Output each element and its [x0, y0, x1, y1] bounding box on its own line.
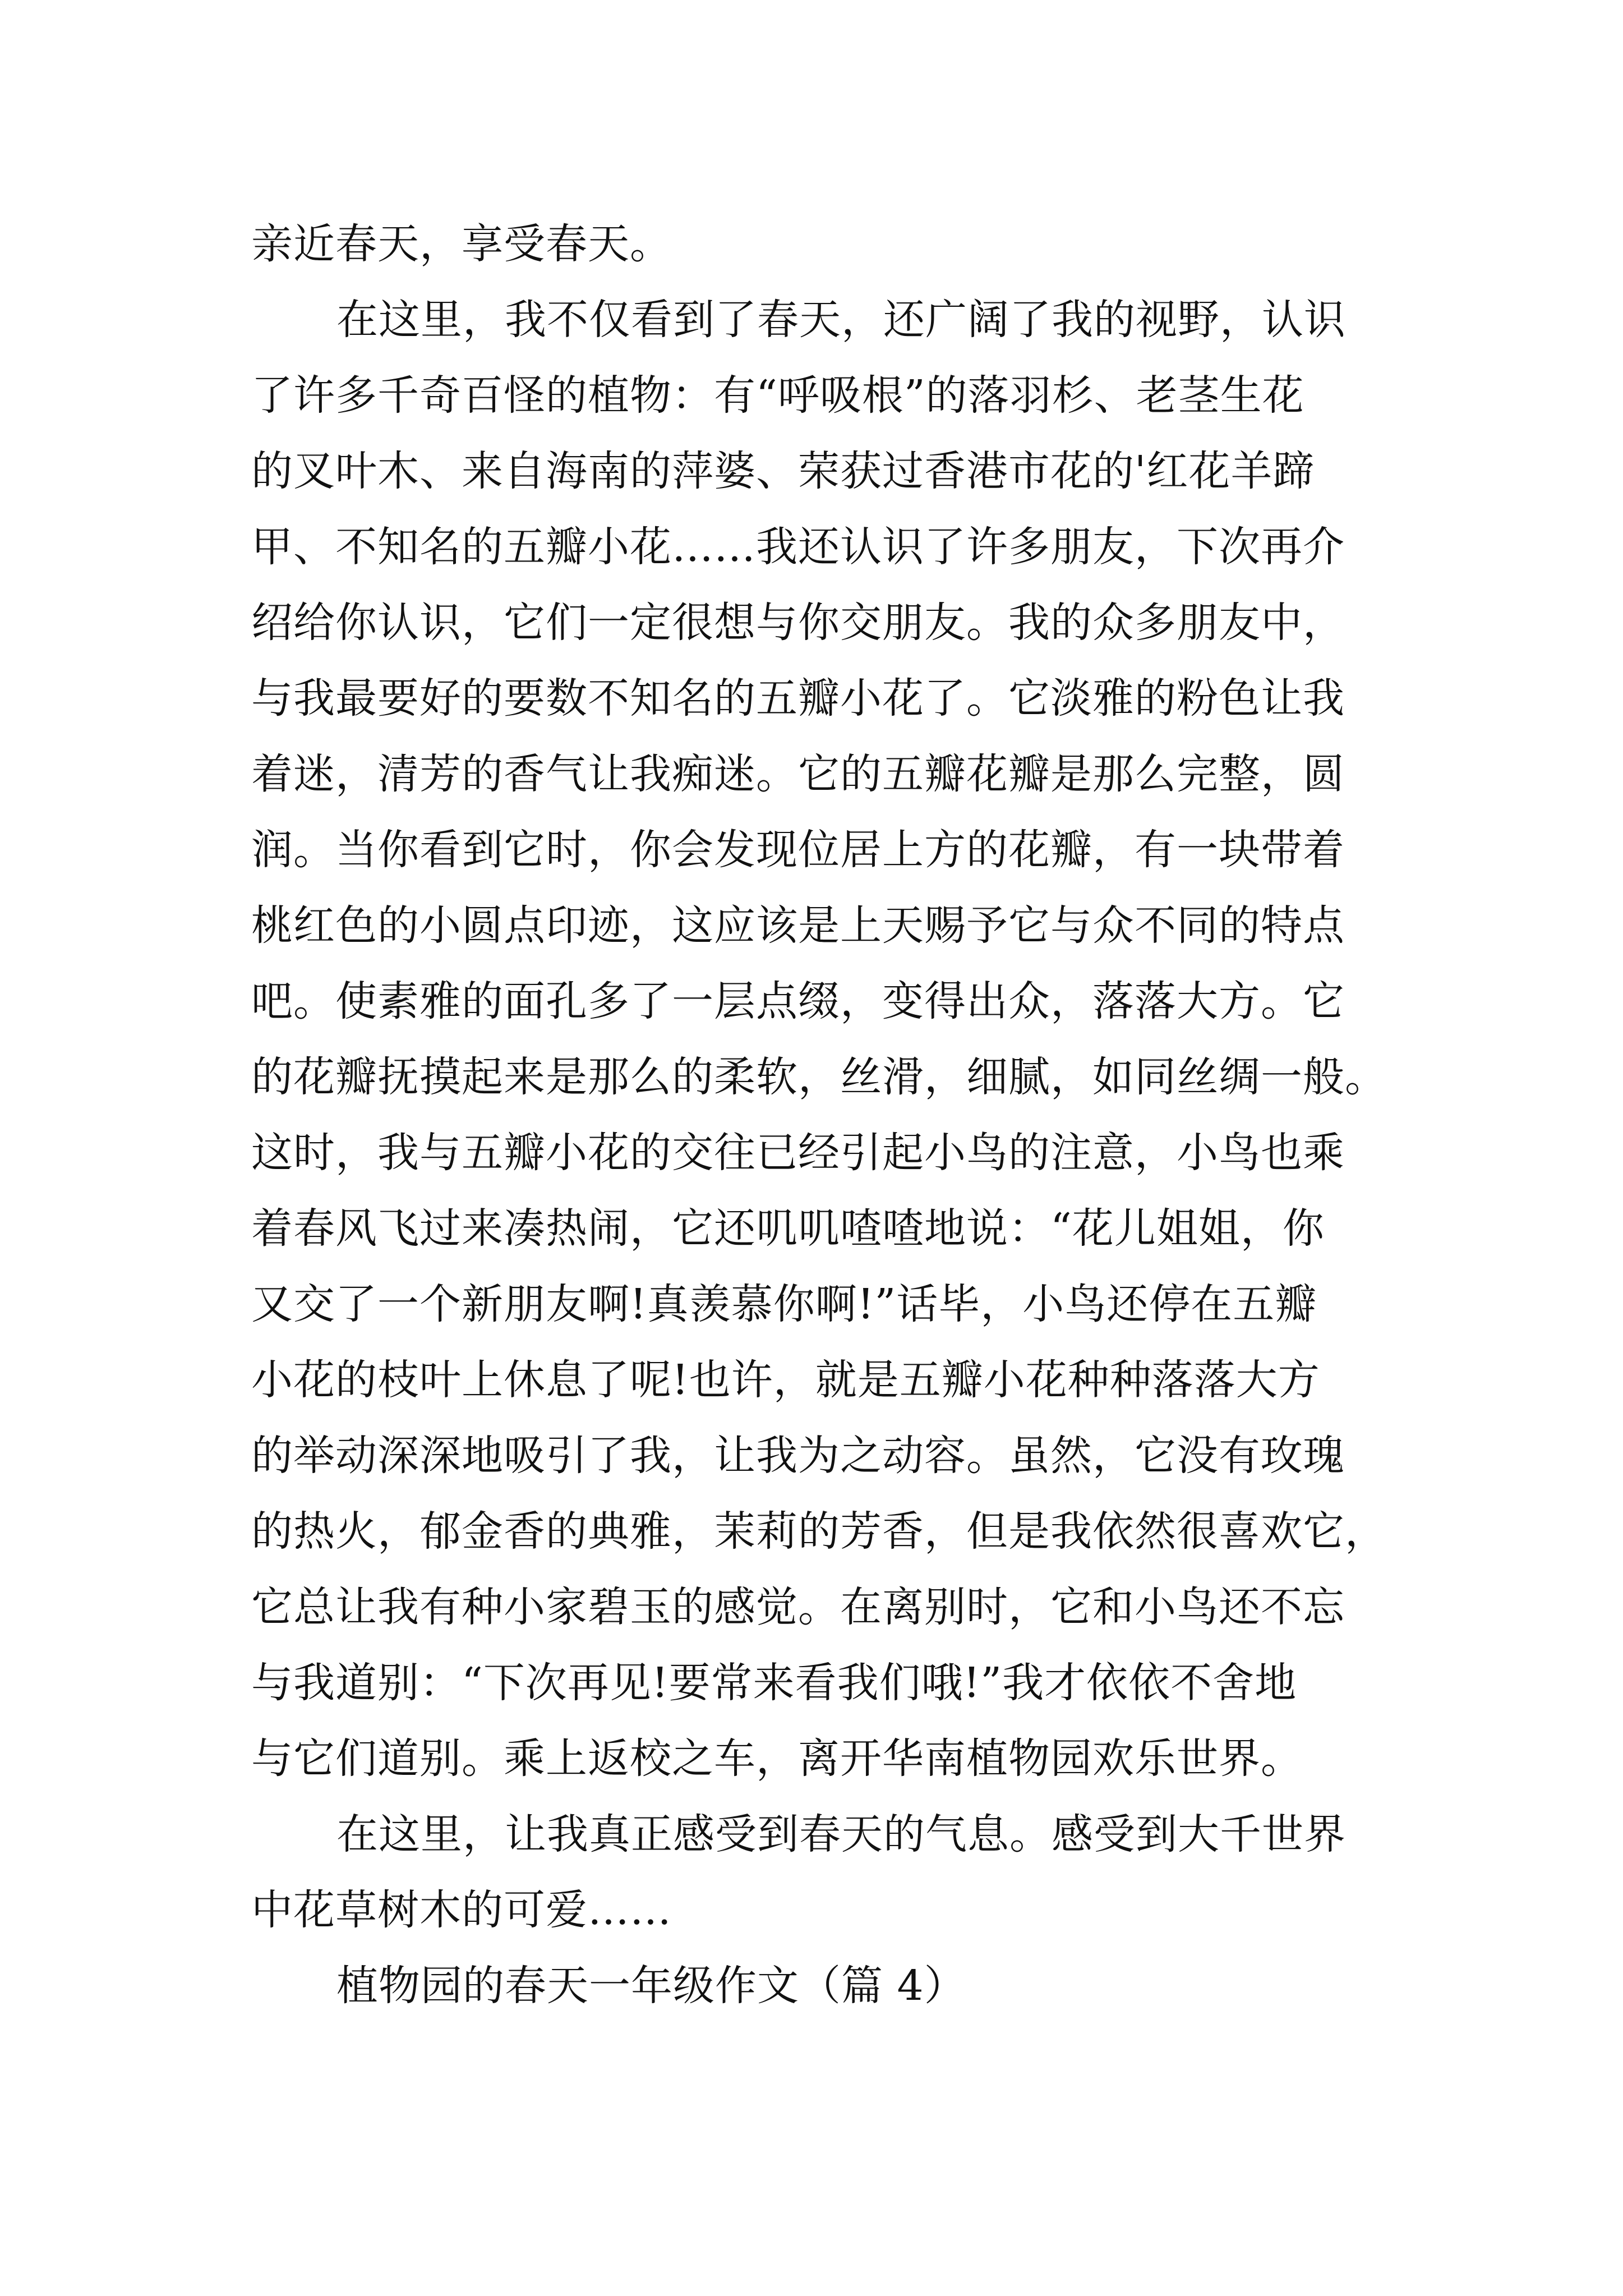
- paragraph-line: 了许多千奇百怪的植物：有“呼吸根”的落羽杉、老茎生花: [251, 371, 1304, 420]
- paragraph-line: 这时，我与五瓣小花的交往已经引起小鸟的注意，小鸟也乘: [251, 1129, 1345, 1177]
- paragraph-line: 在这里，我不仅看到了春天，还广阔了我的视野，认识: [336, 296, 1346, 344]
- paragraph-line: 与它们道别。乘上返校之车，离开华南植物园欢乐世界。: [251, 1734, 1303, 1783]
- paragraph-line: 的叉叶木、来自海南的萍婆、荣获过香港市花的'红花羊蹄: [251, 447, 1315, 495]
- paragraph-line: 桃红色的小圆点印迹，这应该是上天赐予它与众不同的特点: [251, 901, 1345, 950]
- paragraph-line: 绍给你认识，它们一定很想与你交朋友。我的众多朋友中，: [251, 599, 1345, 647]
- paragraph-line: 甲、不知名的五瓣小花……我还认识了许多朋友，下次再介: [251, 523, 1345, 571]
- paragraph-line: 在这里，让我真正感受到春天的气息。感受到大千世界: [336, 1810, 1346, 1858]
- section-heading: 植物园的春天一年级作文（篇 4）: [336, 1962, 966, 2010]
- paragraph-line: 中花草树木的可爱……: [251, 1886, 672, 1934]
- paragraph-line: 吧。使素雅的面孔多了一层点缀，变得出众，落落大方。它: [251, 977, 1345, 1025]
- paragraph-line: 与我道别：“下次再见!要常来看我们哦!”我才依依不舍地: [251, 1659, 1297, 1707]
- paragraph-line: 又交了一个新朋友啊!真羡慕你啊!”话毕，小鸟还停在五瓣: [251, 1280, 1317, 1328]
- paragraph-line: 与我最要好的要数不知名的五瓣小花了。它淡雅的粉色让我: [251, 674, 1345, 723]
- paragraph-line: 着春风飞过来凑热闹，它还叽叽喳喳地说：“花儿姐姐，你: [251, 1204, 1325, 1253]
- paragraph-line: 亲近春天，享受春天。: [251, 220, 672, 268]
- paragraph-line: 润。当你看到它时，你会发现位居上方的花瓣，有一块带着: [251, 826, 1345, 874]
- paragraph-line: 的花瓣抚摸起来是那么的柔软，丝滑，细腻，如同丝绸一般。: [251, 1053, 1387, 1101]
- paragraph-line: 着迷，清芳的香气让我痴迷。它的五瓣花瓣是那么完整，圆: [251, 750, 1345, 798]
- paragraph-line: 小花的枝叶上休息了呢!也许，就是五瓣小花种种落落大方: [251, 1356, 1320, 1404]
- paragraph-line: 的热火，郁金香的典雅，茉莉的芳香，但是我依然很喜欢它，: [251, 1507, 1387, 1556]
- paragraph-line: 的举动深深地吸引了我，让我为之动容。虽然，它没有玫瑰: [251, 1432, 1345, 1480]
- paragraph-line: 它总让我有种小家碧玉的感觉。在离别时，它和小鸟还不忘: [251, 1583, 1345, 1631]
